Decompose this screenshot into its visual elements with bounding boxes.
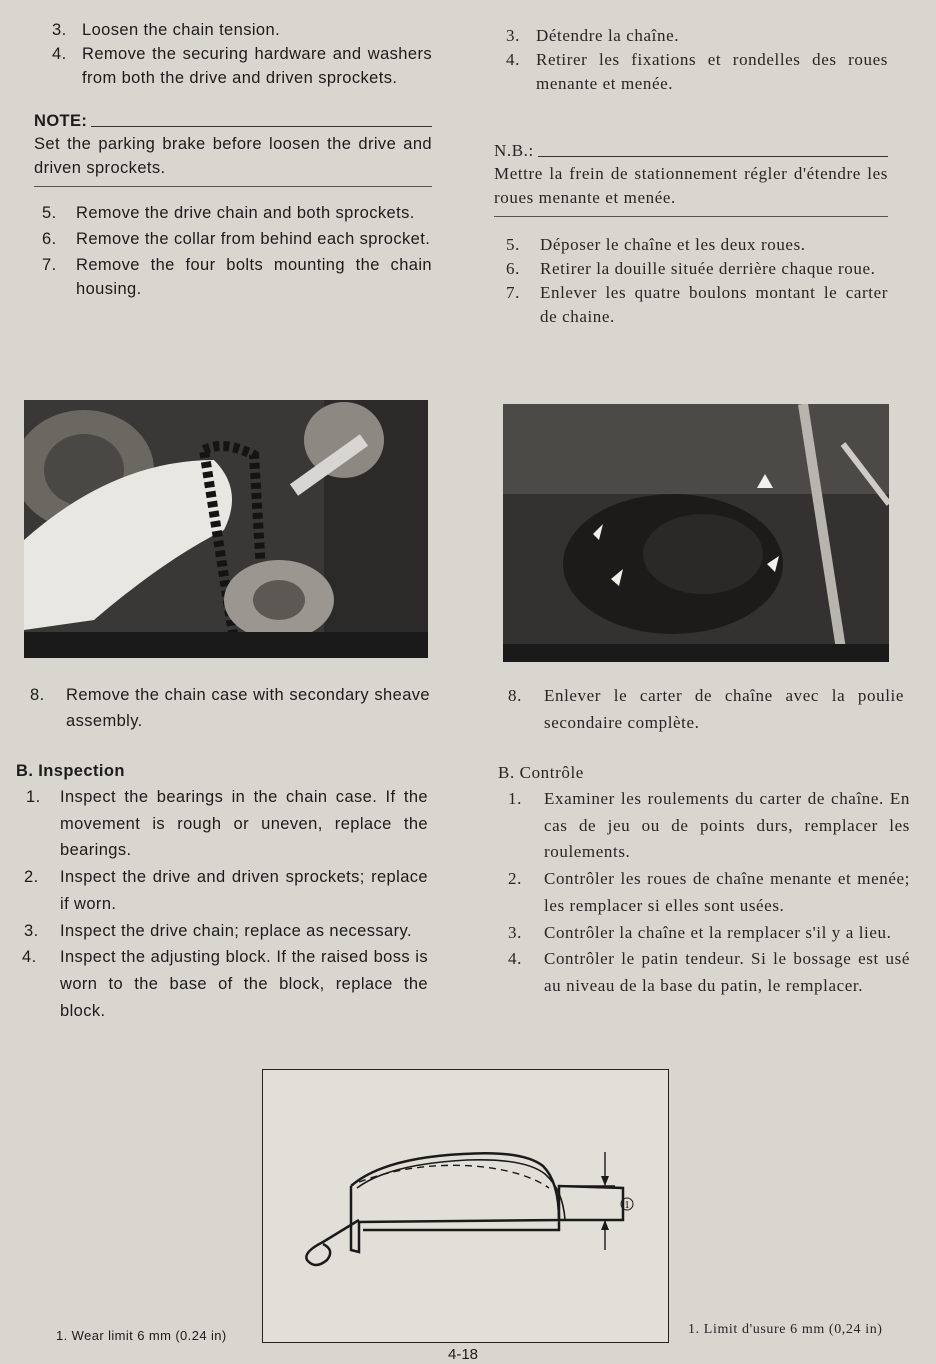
- inspection-heading-en: B. Inspection: [16, 762, 125, 780]
- step-6-en: 6. Remove the collar from behind each sprocket.: [42, 230, 431, 248]
- step-6-fr: 6. Retirer la douille située derrière chaque roue.: [506, 259, 876, 278]
- english-column: [34, 18, 432, 301]
- french-column: [494, 24, 888, 329]
- step-8-fr-item: 8. Enlever le carter de chaîne avec la poulie secondaire complète.: [508, 686, 904, 732]
- note-header-en: [34, 110, 432, 132]
- note-label-en: NOTE:: [34, 112, 88, 130]
- inspection-item-2-fr: 2. Contrôler les roues de chaîne menante et menée; les remplacer si elles sont usées.: [508, 869, 910, 915]
- photo-chain-removal: [24, 400, 428, 658]
- note-label-fr: N.B.:: [494, 141, 534, 160]
- diagram-callout-1: 1: [624, 1200, 630, 1211]
- step-8-en-item: 8. Remove the chain case with secondary sheave assembly.: [30, 686, 430, 730]
- inspection-item-3-en: 3. Inspect the drive chain; replace as necessary.: [24, 921, 412, 940]
- photo-chain-housing-illustration: [503, 404, 889, 662]
- photo-chain-housing-bolts: [503, 404, 889, 662]
- step-4-fr: 4. Retirer les fixations et rondelles des roues menante et menée.: [506, 50, 888, 93]
- inspection-item-4-fr: 4. Contrôler le patin tendeur. Si le bossage est usé au niveau de la base du patin, le remplacer.: [508, 949, 910, 995]
- inspection-item-4-en: 4. Inspect the adjusting block. If the raised boss is worn to the base of the block, replace the block.: [22, 948, 428, 1020]
- step-8-en: [30, 682, 430, 734]
- inspection-item-3-fr: 3. Contrôler la chaîne et la remplacer s'il y a lieu.: [508, 922, 892, 942]
- inspection-section-en: [16, 758, 428, 1024]
- adjusting-block-drawing: [263, 1070, 668, 1342]
- inspection-item-1-en: 1. Inspect the bearings in the chain case. If the movement is rough or uneven, replace the bearings.: [26, 788, 428, 860]
- photo-chain-removal-illustration: [24, 400, 428, 658]
- note-box-fr: [494, 140, 888, 217]
- note-text-fr: Mettre la frein de stationnement régler d'étendre les roues menante et menée.: [494, 164, 888, 207]
- step-8-fr: [508, 682, 904, 736]
- step-4-en: 4. Remove the securing hardware and washers from both the drive and driven sprockets.: [52, 45, 432, 87]
- inspection-item-1-fr: 1. Examiner les roulements du carter de chaîne. En cas de jeu ou de points durs, remplacer les roulements.: [508, 789, 910, 862]
- page-number: 4-18: [448, 1346, 479, 1363]
- caption-en: 1. Wear limit 6 mm (0.24 in): [56, 1328, 227, 1343]
- note-rule-en: [91, 126, 432, 127]
- inspection-heading-fr: B. Contrôle: [498, 763, 584, 782]
- note-text-en: Set the parking brake before loosen the drive and driven sprockets.: [34, 135, 432, 177]
- inspection-item-2-en: 2. Inspect the drive and driven sprockets; replace if worn.: [24, 868, 428, 913]
- adjusting-block-diagram: [262, 1069, 669, 1343]
- step-5-en: 5. Remove the drive chain and both sprockets.: [42, 204, 415, 222]
- step-7-en: 7. Remove the four bolts mounting the chain housing.: [42, 256, 432, 298]
- step-5-fr: 5. Déposer le chaîne et les deux roues.: [506, 235, 806, 254]
- note-rule-fr: [538, 156, 888, 157]
- caption-fr: 1. Limit d'usure 6 mm (0,24 in): [688, 1322, 883, 1337]
- inspection-section-fr: [498, 760, 910, 1000]
- note-box-en: [34, 110, 432, 187]
- step-7-fr: 7. Enlever les quatre boulons montant le carter de chaine.: [506, 283, 888, 326]
- step-3-en: 3. Loosen the chain tension.: [52, 21, 281, 39]
- note-header-fr: [494, 140, 888, 162]
- step-3-fr: 3. Détendre la chaîne.: [506, 26, 680, 45]
